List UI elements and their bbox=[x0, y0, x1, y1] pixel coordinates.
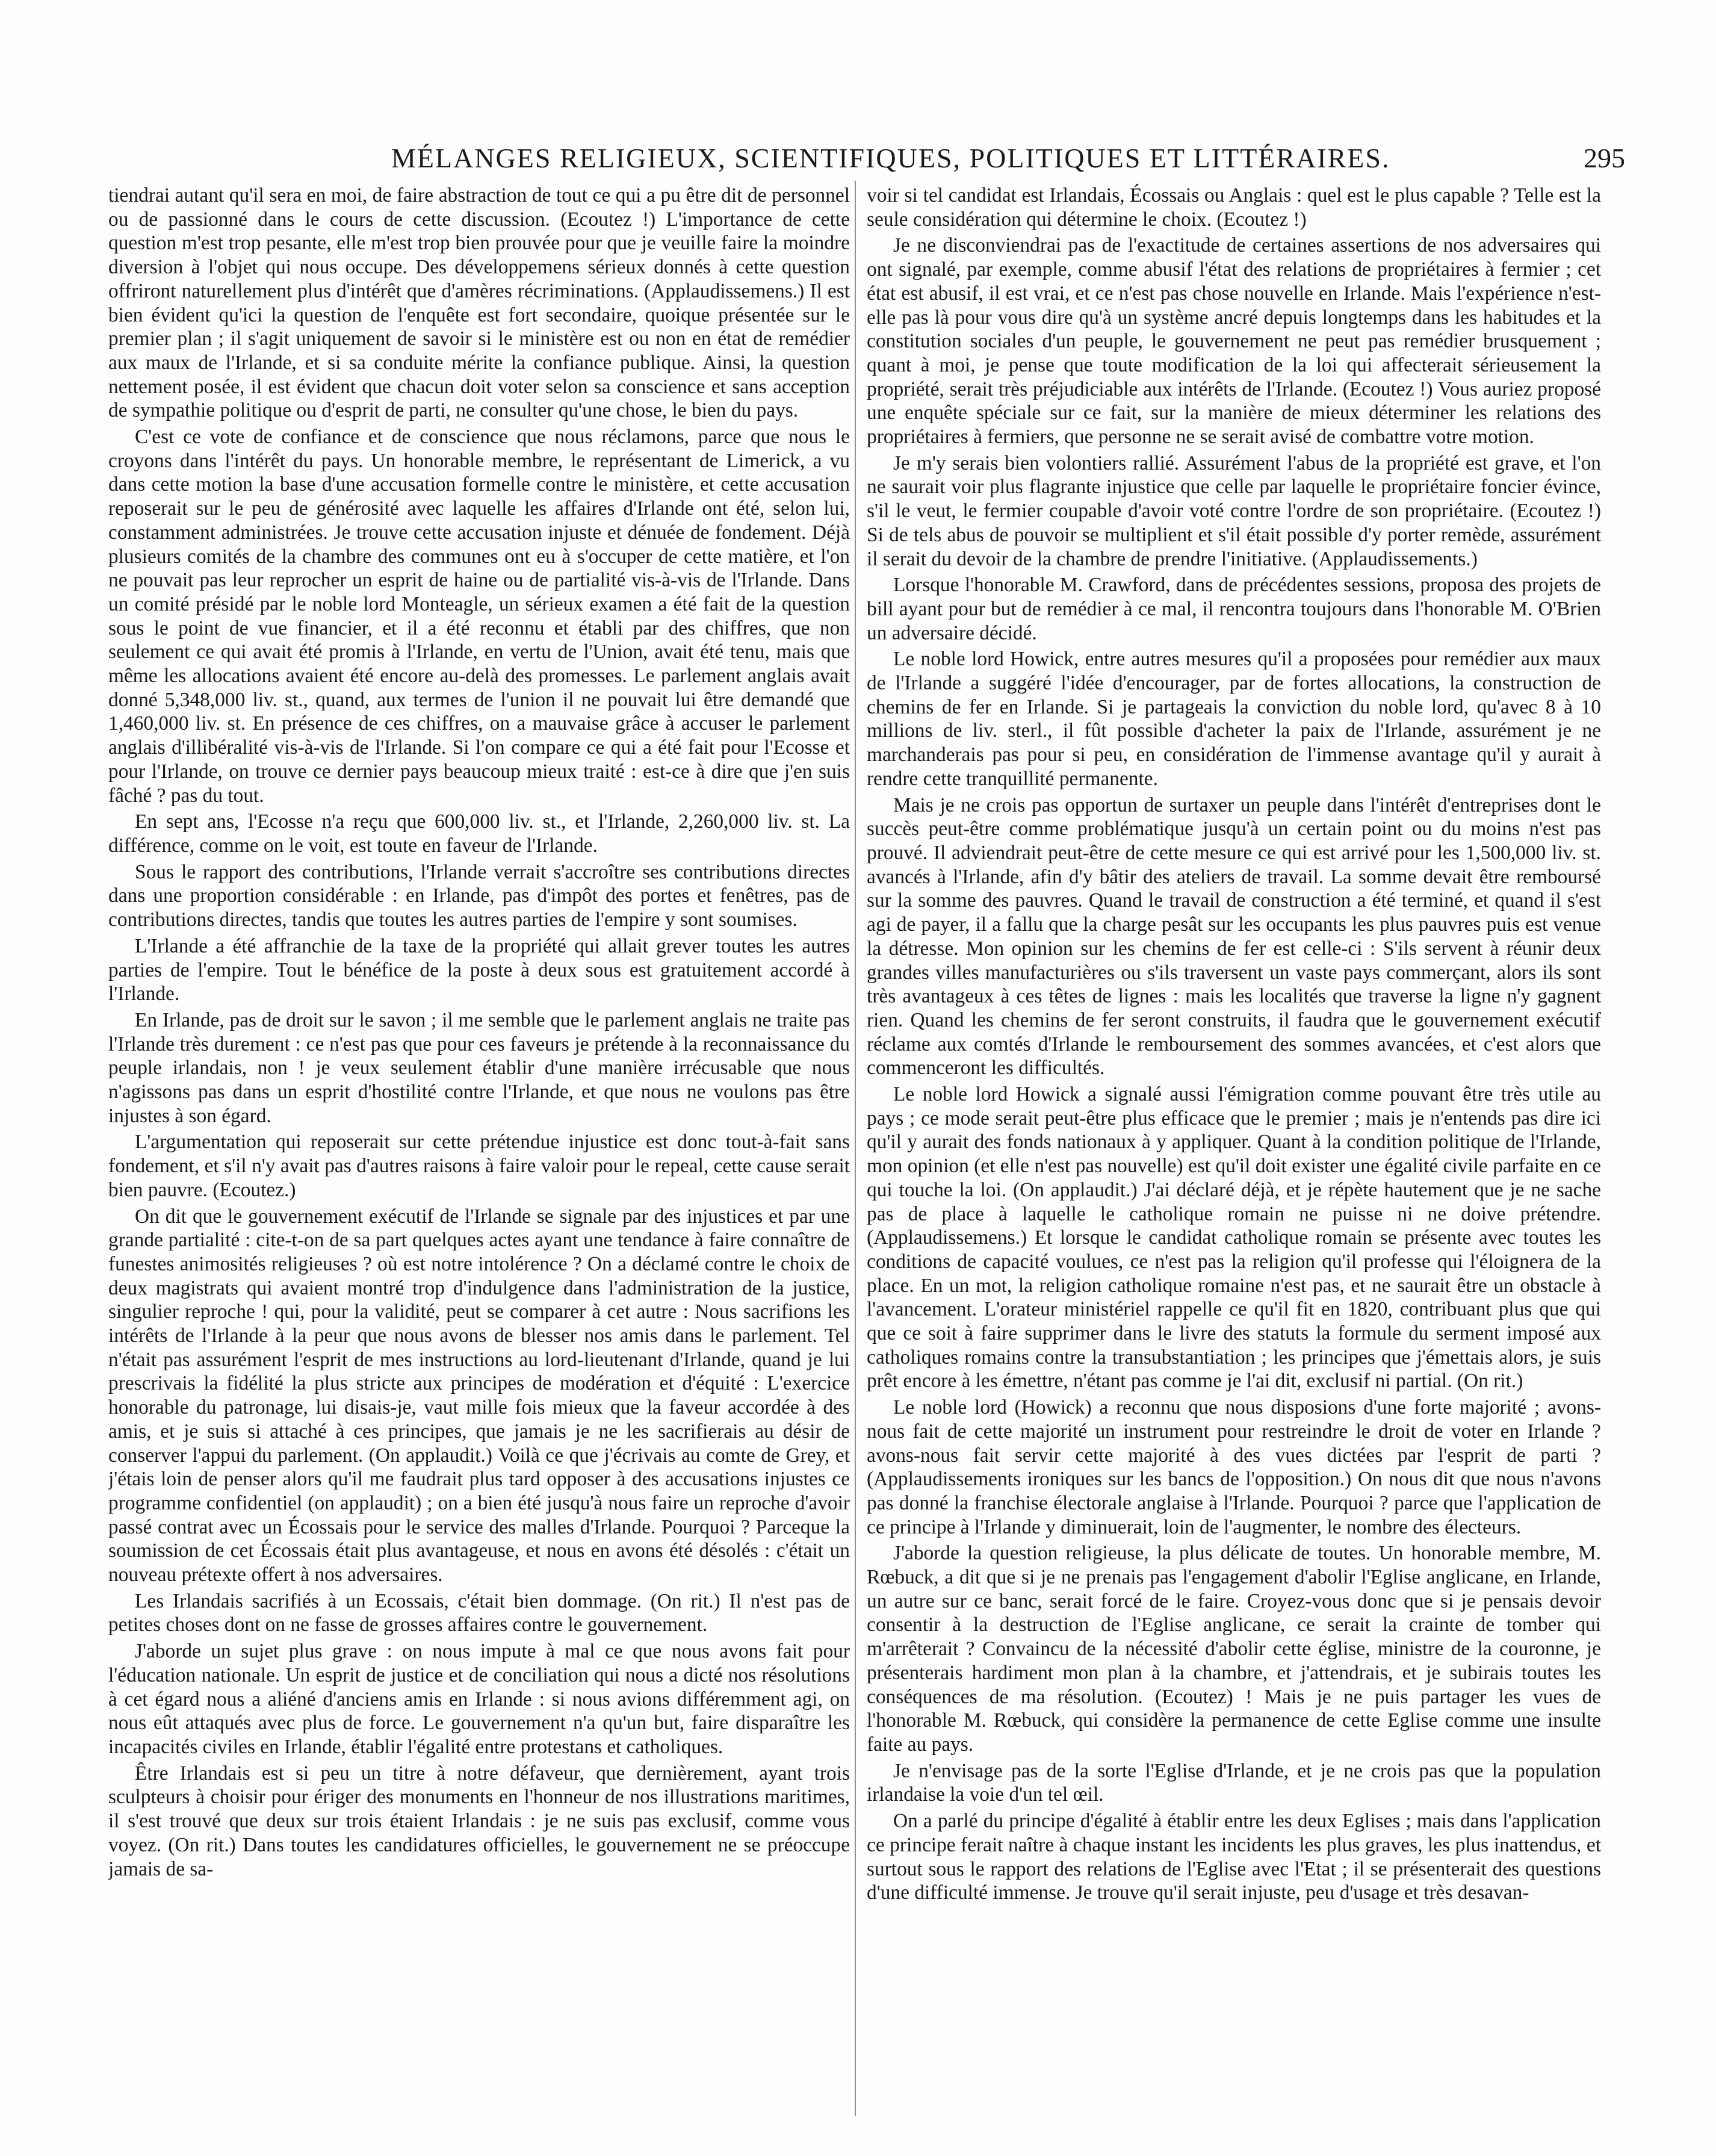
paragraph: En Irlande, pas de droit sur le savon ; il me semble que le parlement anglais ne traite pas l'Irlande très durement : ce n'est pas que pour ces faveurs je prétende à la reconnaissance du peuple irlandais, non ! je veux seulement établir d'une manière irrécusable que nous n'agissons pas dans un esprit d'hostilité contre l'Irlande, et que nous ne voulons pas être injustes à son égard. bbox=[108, 1008, 850, 1127]
paragraph: J'aborde un sujet plus grave : on nous impute à mal ce que nous avons fait pour l'éducation nationale. Un esprit de justice et de conciliation qui nous a dicté nos résolutions à cet égard nous a aliéné d'anciens amis en Irlande : si nous avions différemment agi, on nous eût attaqués avec plus de force. Le gouvernement n'a qu'un but, faire disparaître les incapacités civiles en Irlande, établir l'égalité entre protestans et catholiques. bbox=[108, 1640, 850, 1758]
paragraph: Le noble lord Howick a signalé aussi l'émigration comme pouvant être très utile au pays ; ce mode serait peut-être plus efficace que le premier ; mais je n'entends pas dire ici qu'il y aurait des fonds nationaux à y appliquer. Quant à la condition politique de l'Irlande, mon opinion (et elle n'est pas nouvelle) est qu'il doit exister une égalité civile parfaite en ce qui touche la loi. (On applaudit.) J'ai déclaré déjà, et je répète hautement que je ne sache pas de place à laquelle le catholique romain ne puisse ni ne doive prétendre. (Applaudissemens.) Et lorsque le candidat catholique romain se présente avec toutes les conditions de capacité voulues, ce n'est pas la religion qu'il professe qui l'éloignera de la place. En un mot, la religion catholique romaine n'est pas, et ne saurait être un obstacle à l'avancement. L'orateur ministériel rappelle ce qu'il fit en 1820, contribuant plus que qui que ce soit à faire supprimer dans le livre des statuts la formule du serment imposé aux catholiques romains contre la transubstantiation ; les principes que j'émettais alors, je suis prêt encore à les émettre, n'étant pas comme je l'ai dit, exclusif ni partial. (On rit.) bbox=[867, 1083, 1601, 1393]
paragraph: En sept ans, l'Ecosse n'a reçu que 600,000 liv. st., et l'Irlande, 2,260,000 liv. st. La différence, comme on le voit, est toute en faveur de l'Irlande. bbox=[108, 810, 850, 857]
paragraph: Les Irlandais sacrifiés à un Ecossais, c'était bien dommage. (On rit.) Il n'est pas de petites choses dont on ne fasse de grosses affaires contre le gouvernement. bbox=[108, 1589, 850, 1636]
page-header bbox=[102, 142, 1625, 184]
paragraph: Je n'envisage pas de la sorte l'Eglise d'Irlande, et je ne crois pas que la population irlandaise la voie d'un tel œil. bbox=[867, 1759, 1601, 1806]
page-number: 295 bbox=[1584, 143, 1625, 173]
paragraph: L'Irlande a été affranchie de la taxe de la propriété qui allait grever toutes les autres parties de l'empire. Tout le bénéfice de la poste à deux sous est gratuitement accordé à l'Irlande. bbox=[108, 934, 850, 1005]
paragraph: Je m'y serais bien volontiers rallié. Assurément l'abus de la propriété est grave, et l'on ne saurait voir plus flagrante injustice que celle par laquelle le propriétaire foncier évince, s'il le veut, le fermier coupable d'avoir voté contre l'ordre de son propriétaire. (Ecoutez !) Si de tels abus de pouvoir se multiplient et s'il était possible d'y porter remède, assurément il serait du devoir de la chambre de prendre l'initiative. (Applaudissements.) bbox=[867, 452, 1601, 570]
paragraph: L'argumentation qui reposerait sur cette prétendue injustice est donc tout-à-fait sans fondement, et s'il n'y avait pas d'autres raisons à faire valoir pour le repeal, cette cause serait bien pauvre. (Ecoutez.) bbox=[108, 1131, 850, 1201]
paragraph: Je ne disconviendrai pas de l'exactitude de certaines assertions de nos adversaires qui ont signalé, par exemple, comme abusif l'état des relations de propriétaires à fermier ; cet état est abusif, il est vrai, et ce n'est pas chose nouvelle en Irlande. Mais l'expérience n'est-elle pas là pour vous dire qu'à un système ancré depuis longtemps dans les habitudes et la constitution sociales d'un peuple, le gouvernement ne peut pas remédier brusquement ; quant à moi, je pense que toute modification de la loi qui affecterait sérieusement la propriété, serait très préjudiciable aux intérêts de l'Irlande. (Ecoutez !) Vous auriez proposé une enquête spéciale sur ce fait, sur la manière de mieux déterminer les relations des propriétaires à fermiers, que personne ne se serait avisé de combattre votre motion. bbox=[867, 234, 1601, 449]
paragraph: voir si tel candidat est Irlandais, Écossais ou Anglais : quel est le plus capable ? Telle est la seule considération qui détermine le choix. (Ecoutez !) bbox=[867, 184, 1601, 231]
paragraph: On a parlé du principe d'égalité à établir entre les deux Eglises ; mais dans l'application ce principe ferait naître à chaque instant les incidents les plus graves, les plus inattendus, et surtout sous le rapport des relations de l'Eglise avec l'Etat ; il se présenterait des questions d'une difficulté immense. Je trouve qu'il serait injuste, peu d'usage et très desavan- bbox=[867, 1810, 1601, 1904]
paragraph: On dit que le gouvernement exécutif de l'Irlande se signale par des injustices et par une grande partialité : cite-t-on de sa part quelques actes ayant une tendance à faire connaître de funestes animosités religieuses ? où est notre intolérence ? On a déclamé contre le choix de deux magistrats qui avaient montré trop d'indulgence dans l'administration de la justice, singulier reproche ! qui, pour la validité, peut se comparer à cet autre : Nous sacrifions les intérêts de l'Irlande à la peur que nous avons de blesser nos amis dans le parlement. Tel n'était pas assurément l'esprit de mes instructions au lord-lieutenant d'Irlande, quand je lui prescrivais la fidélité la plus stricte aux principes de modération et d'équité : L'exercice honorable du patronage, lui disais-je, vaut mille fois mieux que la faveur accordée à des amis, et je suis si attaché à ces principes, que jamais je ne les sacrifierais au désir de conserver l'appui du parlement. (On applaudit.) Voilà ce que j'écrivais au comte de Grey, et j'étais loin de penser alors qu'il me faudrait plus tard opposer à des accusations injustes ce programme confidentiel (on applaudit) ; on a bien été jusqu'à nous faire un reproche d'avoir passé contrat avec un Écossais pour le service des malles d'Irlande. Pourquoi ? Parceque la soumission de cet Écossais était plus avantageuse, et nous en avons été désolés : c'était un nouveau prétexte offert à nos adversaires. bbox=[108, 1205, 850, 1586]
paragraph: tiendrai autant qu'il sera en moi, de faire abstraction de tout ce qui a pu être dit de personnel ou de passionné dans le cours de cette discussion. (Ecoutez !) L'importance de cette question m'est trop pesante, elle m'est trop bien prouvée pour que je veuille faire la moindre diversion à l'objet qui nous occupe. Des développemens sérieux donnés à cette question offriront naturellement plus d'intérêt que d'amères récriminations. (Applaudissemens.) Il est bien évident qu'ici la question de l'enquête est fort secondaire, quoique présentée sur le premier plan ; il s'agit uniquement de savoir si le ministère est ou non en état de remédier aux maux de l'Irlande, et si sa conduite mérite la confiance publique. Ainsi, la question nettement posée, il est évident que chacun doit voter selon sa conscience et sans acception de sympathie politique ou d'esprit de parti, ne consulter qu'une chose, le bien du pays. bbox=[108, 184, 850, 422]
paragraph: C'est ce vote de confiance et de conscience que nous réclamons, parce que nous le croyons dans l'intérêt du pays. Un honorable membre, le représentant de Limerick, a vu dans cette motion la base d'une accusation formelle contre le ministère, et cette accusation reposerait sur le peu de générosité avec laquelle les affaires d'Irlande ont été, selon lui, constamment administrées. Je trouve cette accusation injuste et dénuée de fondement. Déjà plusieurs comités de la chambre des communes ont eu à s'occuper de cette matière, et l'on ne pouvait pas leur reprocher un esprit de haine ou de partialité vis-à-vis de l'Irlande. Dans un comité présidé par le noble lord Monteagle, un sérieux examen a été fait de la question sous le point de vue financier, et il a été reconnu et établi par des chiffres, que non seulement ce qui avait été promis à l'Irlande, en vertu de l'Union, avait été tenu, mais que même les allocations avaient été encore au-delà des promesses. Le parlement anglais avait donné 5,348,000 liv. st., quand, aux termes de l'union il ne pouvait lui être demandé que 1,460,000 liv. st. En présence de ces chiffres, on a mauvaise grâce à accuser le parlement anglais d'illibéralité vis-à-vis de l'Irlande. Si l'on compare ce qui a été fait pour l'Ecosse et pour l'Irlande, on trouve ce dernier pays beaucoup mieux traité : est-ce à dire que j'en suis fâché ? pas du tout. bbox=[108, 426, 850, 807]
paragraph: Sous le rapport des contributions, l'Irlande verrait s'accroître ses contributions directes dans une proportion considérable : en Irlande, pas d'impôt des portes et fenêtres, pas de contributions directes, tandis que toutes les autres parties de l'empire y sont soumises. bbox=[108, 860, 850, 931]
paragraph: Lorsque l'honorable M. Crawford, dans de précédentes sessions, proposa des projets de bill ayant pour but de remédier à ce mal, il rencontra toujours dans l'honorable M. O'Brien un adversaire décidé. bbox=[867, 574, 1601, 644]
paragraph: J'aborde la question religieuse, la plus délicate de toutes. Un honorable membre, M. Rœbuck, a dit que si je ne prenais pas l'engagement d'abolir l'Eglise anglicane, en Irlande, un autre sur ce banc, serait forcé de le faire. Croyez-vous donc que si je pensais devoir consentir à la destruction de l'Eglise anglicane, ce serait la crainte de tomber qui m'arrêterait ? Convaincu de la nécessité d'abolir cette église, ministre de la couronne, je présenterais hardiment mon plan à la chambre, et j'attendrais, et je subirais toutes les conséquences de ma résolution. (Ecoutez) ! Mais je ne puis partager les vues de l'honorable M. Rœbuck, qui considère la permanence de cette Eglise comme une insulte faite au pays. bbox=[867, 1542, 1601, 1756]
paragraph: Le noble lord (Howick) a reconnu que nous disposions d'une forte majorité ; avons-nous fait de cette majorité un instrument pour restreindre le droit de voter en Irlande ? avons-nous fait servir cette majorité à des vues dictées par l'esprit de parti ? (Applaudissements ironiques sur les bancs de l'opposition.) On nous dit que nous n'avons pas donné la franchise électorale anglaise à l'Irlande. Pourquoi ? parce que l'application de ce principe à l'Irlande y diminuerait, loin de l'augmenter, le nombre des électeurs. bbox=[867, 1396, 1601, 1538]
column-divider bbox=[855, 181, 856, 2116]
paragraph: Le noble lord Howick, entre autres mesures qu'il a proposées pour remédier aux maux de l'Irlande a suggéré l'idée d'encourager, par de fortes allocations, la construction de chemins de fer en Irlande. Si je partageais la conviction du noble lord, qu'avec 8 à 10 millions de liv. sterl., il fût possible d'acheter la paix de l'Irlande, assurément je ne marchanderais pas pour si peu, en considération de l'immense avantage qu'il y aurait à rendre cette tranquillité permanente. bbox=[867, 648, 1601, 790]
running-title: MÉLANGES RELIGIEUX, SCIENTIFIQUES, POLITIQUES ET LITTÉRAIRES. bbox=[391, 143, 1390, 173]
left-column bbox=[108, 184, 850, 2125]
paragraph: Mais je ne crois pas opportun de surtaxer un peuple dans l'intérêt d'entreprises dont le succès peut-être comme problématique jusqu'à un certain point ou du moins n'est pas prouvé. Il adviendrait peut-être de cette mesure ce qui est arrivé pour les 1,500,000 liv. st. avancés à l'Irlande, afin d'y bâtir des ateliers de travail. La somme devait être remboursé sur la somme des pauvres. Quand le travail de construction a été terminé, et quand il s'est agi de payer, il a fallu que la charge pesât sur les occupants les plus pauvres puis est venue la détresse. Mon opinion sur les chemins de fer est celle-ci : S'ils servent à réunir deux grandes villes manufacturières ou s'ils traversent un vaste pays commerçant, alors ils sont très avantageux à ces têtes de lignes : mais les localités que traverse la ligne n'y gagnent rien. Quand les chemins de fer seront construits, il faudra que le gouvernement exécutif réclame aux comtés d'Irlande le remboursement des sommes avancées, et c'est alors que commenceront les difficultés. bbox=[867, 794, 1601, 1080]
right-column bbox=[867, 184, 1601, 2125]
paragraph: Être Irlandais est si peu un titre à notre défaveur, que dernièrement, ayant trois sculpteurs à choisir pour ériger des monuments en l'honneur de nos illustrations maritimes, il s'est trouvé que deux sur trois étaient Irlandais : je ne suis pas exclusif, comme vous voyez. (On rit.) Dans toutes les candidatures officielles, le gouvernement ne se préoccupe jamais de sa- bbox=[108, 1762, 850, 1880]
